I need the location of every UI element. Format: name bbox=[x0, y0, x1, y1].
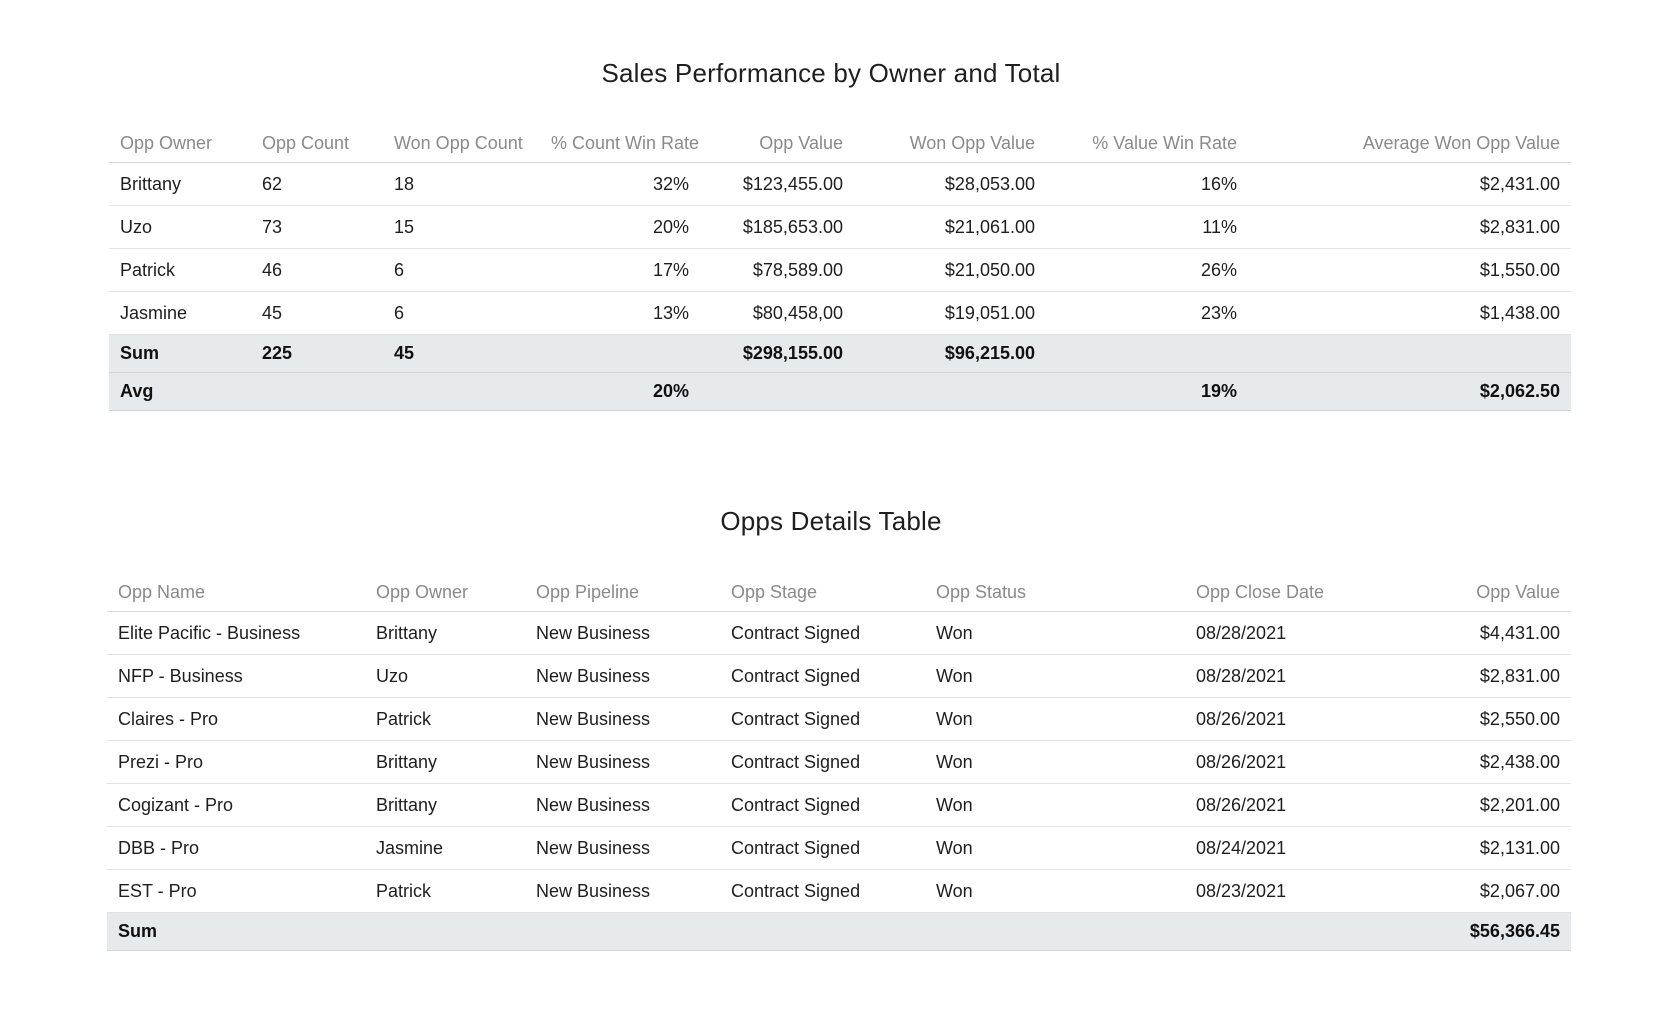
sum-row bbox=[107, 913, 1571, 951]
cell-opp-pipeline: New Business bbox=[525, 741, 720, 784]
cell-opp-pipeline: New Business bbox=[525, 870, 720, 913]
cell-opp-name: NFP - Business bbox=[107, 655, 365, 698]
column-header-won-opp-count[interactable]: Won Opp Count bbox=[383, 124, 540, 163]
table-header-row bbox=[109, 124, 1571, 163]
sum-value-win-rate-empty bbox=[1046, 335, 1248, 373]
cell-opp-pipeline: New Business bbox=[525, 784, 720, 827]
cell-count-win-rate: 20% bbox=[540, 206, 700, 249]
sum-opp-value: $298,155.00 bbox=[700, 335, 854, 373]
cell-opp-close-date: 08/26/2021 bbox=[1185, 698, 1400, 741]
avg-average-won-opp-value: $2,062.50 bbox=[1248, 373, 1571, 411]
opps-details-table bbox=[107, 573, 1571, 951]
cell-opp-owner: Patrick bbox=[365, 870, 525, 913]
cell-opp-value: $78,589.00 bbox=[700, 249, 854, 292]
cell-opp-value: $4,431.00 bbox=[1400, 612, 1571, 655]
cell-opp-name: Claires - Pro bbox=[107, 698, 365, 741]
table-row bbox=[107, 827, 1571, 870]
sum-empty-cell bbox=[525, 913, 720, 951]
avg-label: Avg bbox=[109, 373, 251, 411]
cell-opp-value: $2,131.00 bbox=[1400, 827, 1571, 870]
cell-opp-owner: Jasmine bbox=[109, 292, 251, 335]
cell-opp-value: $2,550.00 bbox=[1400, 698, 1571, 741]
cell-opp-status: Won bbox=[925, 827, 1185, 870]
cell-won-opp-value: $21,050.00 bbox=[854, 249, 1046, 292]
cell-value-win-rate: 11% bbox=[1046, 206, 1248, 249]
column-header-opp-close-date[interactable]: Opp Close Date bbox=[1185, 573, 1400, 612]
cell-opp-owner: Brittany bbox=[365, 612, 525, 655]
cell-opp-owner: Brittany bbox=[365, 784, 525, 827]
avg-row bbox=[109, 373, 1571, 411]
cell-opp-count: 73 bbox=[251, 206, 383, 249]
table-row bbox=[109, 206, 1571, 249]
cell-opp-value: $2,438.00 bbox=[1400, 741, 1571, 784]
column-header-average-won-opp-value[interactable]: Average Won Opp Value bbox=[1248, 124, 1571, 163]
table-row bbox=[107, 784, 1571, 827]
cell-won-opp-count: 15 bbox=[383, 206, 540, 249]
sum-label: Sum bbox=[109, 335, 251, 373]
sum-empty-cell bbox=[1185, 913, 1400, 951]
column-header-count-win-rate[interactable]: % Count Win Rate bbox=[540, 124, 700, 163]
cell-opp-name: EST - Pro bbox=[107, 870, 365, 913]
cell-opp-value: $80,458,00 bbox=[700, 292, 854, 335]
sum-empty-cell bbox=[925, 913, 1185, 951]
cell-opp-count: 46 bbox=[251, 249, 383, 292]
cell-opp-stage: Contract Signed bbox=[720, 784, 925, 827]
column-header-won-opp-value[interactable]: Won Opp Value bbox=[854, 124, 1046, 163]
cell-opp-count: 62 bbox=[251, 163, 383, 206]
cell-average-won-opp-value: $1,550.00 bbox=[1248, 249, 1571, 292]
avg-value-win-rate: 19% bbox=[1046, 373, 1248, 411]
cell-opp-owner: Patrick bbox=[365, 698, 525, 741]
cell-value-win-rate: 23% bbox=[1046, 292, 1248, 335]
cell-opp-status: Won bbox=[925, 612, 1185, 655]
cell-count-win-rate: 17% bbox=[540, 249, 700, 292]
cell-opp-owner: Brittany bbox=[365, 741, 525, 784]
cell-won-opp-value: $21,061.00 bbox=[854, 206, 1046, 249]
sum-average-won-empty bbox=[1248, 335, 1571, 373]
cell-opp-stage: Contract Signed bbox=[720, 870, 925, 913]
column-header-opp-stage[interactable]: Opp Stage bbox=[720, 573, 925, 612]
cell-opp-status: Won bbox=[925, 784, 1185, 827]
cell-opp-close-date: 08/28/2021 bbox=[1185, 612, 1400, 655]
avg-count-win-rate: 20% bbox=[540, 373, 700, 411]
cell-opp-pipeline: New Business bbox=[525, 698, 720, 741]
table-header-row bbox=[107, 573, 1571, 612]
cell-count-win-rate: 13% bbox=[540, 292, 700, 335]
cell-opp-owner: Uzo bbox=[365, 655, 525, 698]
cell-opp-pipeline: New Business bbox=[525, 827, 720, 870]
cell-value-win-rate: 26% bbox=[1046, 249, 1248, 292]
cell-opp-value: $185,653.00 bbox=[700, 206, 854, 249]
sum-label: Sum bbox=[107, 913, 365, 951]
cell-opp-owner: Brittany bbox=[109, 163, 251, 206]
opps-details-title: Opps Details Table bbox=[720, 506, 942, 536]
cell-average-won-opp-value: $2,431.00 bbox=[1248, 163, 1571, 206]
column-header-opp-count[interactable]: Opp Count bbox=[251, 124, 383, 163]
cell-opp-stage: Contract Signed bbox=[720, 612, 925, 655]
cell-opp-name: DBB - Pro bbox=[107, 827, 365, 870]
avg-won-opp-count-empty bbox=[383, 373, 540, 411]
cell-won-opp-count: 18 bbox=[383, 163, 540, 206]
table-row bbox=[109, 249, 1571, 292]
cell-opp-status: Won bbox=[925, 698, 1185, 741]
sum-won-opp-value: $96,215.00 bbox=[854, 335, 1046, 373]
cell-opp-stage: Contract Signed bbox=[720, 655, 925, 698]
sum-empty-cell bbox=[720, 913, 925, 951]
cell-opp-pipeline: New Business bbox=[525, 612, 720, 655]
cell-opp-close-date: 08/26/2021 bbox=[1185, 784, 1400, 827]
table-row bbox=[107, 612, 1571, 655]
column-header-opp-value[interactable]: Opp Value bbox=[700, 124, 854, 163]
cell-opp-status: Won bbox=[925, 655, 1185, 698]
avg-opp-value-empty bbox=[700, 373, 854, 411]
cell-opp-close-date: 08/28/2021 bbox=[1185, 655, 1400, 698]
sum-empty-cell bbox=[365, 913, 525, 951]
column-header-opp-name[interactable]: Opp Name bbox=[107, 573, 365, 612]
column-header-value-win-rate[interactable]: % Value Win Rate bbox=[1046, 124, 1248, 163]
sum-row bbox=[109, 335, 1571, 373]
cell-opp-count: 45 bbox=[251, 292, 383, 335]
column-header-opp-owner[interactable]: Opp Owner bbox=[365, 573, 525, 612]
cell-opp-status: Won bbox=[925, 741, 1185, 784]
cell-opp-value: $2,067.00 bbox=[1400, 870, 1571, 913]
cell-opp-pipeline: New Business bbox=[525, 655, 720, 698]
cell-opp-value: $2,831.00 bbox=[1400, 655, 1571, 698]
column-header-opp-pipeline[interactable]: Opp Pipeline bbox=[525, 573, 720, 612]
cell-opp-stage: Contract Signed bbox=[720, 827, 925, 870]
sales-performance-title: Sales Performance by Owner and Total bbox=[601, 58, 1061, 88]
sum-count-win-rate-empty bbox=[540, 335, 700, 373]
cell-opp-status: Won bbox=[925, 870, 1185, 913]
cell-won-opp-value: $19,051.00 bbox=[854, 292, 1046, 335]
cell-opp-close-date: 08/23/2021 bbox=[1185, 870, 1400, 913]
sum-opp-count: 225 bbox=[251, 335, 383, 373]
cell-won-opp-count: 6 bbox=[383, 249, 540, 292]
table-row bbox=[107, 870, 1571, 913]
cell-opp-close-date: 08/24/2021 bbox=[1185, 827, 1400, 870]
cell-average-won-opp-value: $1,438.00 bbox=[1248, 292, 1571, 335]
cell-opp-owner: Patrick bbox=[109, 249, 251, 292]
cell-opp-name: Cogizant - Pro bbox=[107, 784, 365, 827]
cell-opp-name: Prezi - Pro bbox=[107, 741, 365, 784]
cell-opp-name: Elite Pacific - Business bbox=[107, 612, 365, 655]
cell-opp-value: $2,201.00 bbox=[1400, 784, 1571, 827]
cell-won-opp-value: $28,053.00 bbox=[854, 163, 1046, 206]
cell-opp-close-date: 08/26/2021 bbox=[1185, 741, 1400, 784]
cell-opp-owner: Jasmine bbox=[365, 827, 525, 870]
sales-performance-table bbox=[109, 124, 1571, 411]
cell-opp-stage: Contract Signed bbox=[720, 698, 925, 741]
table-row bbox=[107, 741, 1571, 784]
table-row bbox=[109, 163, 1571, 206]
cell-average-won-opp-value: $2,831.00 bbox=[1248, 206, 1571, 249]
cell-opp-owner: Uzo bbox=[109, 206, 251, 249]
cell-value-win-rate: 16% bbox=[1046, 163, 1248, 206]
table-row bbox=[107, 698, 1571, 741]
sum-won-opp-count: 45 bbox=[383, 335, 540, 373]
cell-count-win-rate: 32% bbox=[540, 163, 700, 206]
cell-opp-stage: Contract Signed bbox=[720, 741, 925, 784]
sum-opp-value: $56,366.45 bbox=[1400, 913, 1571, 951]
cell-won-opp-count: 6 bbox=[383, 292, 540, 335]
avg-opp-count-empty bbox=[251, 373, 383, 411]
avg-won-opp-value-empty bbox=[854, 373, 1046, 411]
table-row bbox=[109, 292, 1571, 335]
table-row bbox=[107, 655, 1571, 698]
column-header-opp-value[interactable]: Opp Value bbox=[1400, 573, 1571, 612]
cell-opp-value: $123,455.00 bbox=[700, 163, 854, 206]
column-header-opp-status[interactable]: Opp Status bbox=[925, 573, 1185, 612]
column-header-opp-owner[interactable]: Opp Owner bbox=[109, 124, 251, 163]
